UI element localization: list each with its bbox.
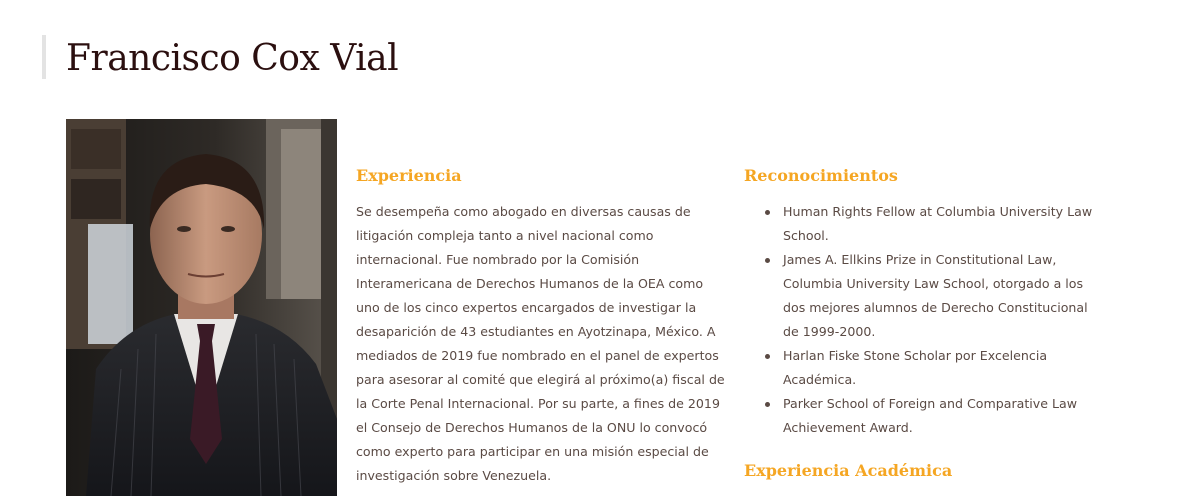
title-accent-bar <box>42 35 46 79</box>
experiencia-text: Se desempeña como abogado en diversas causas de litigación compleja tanto a nivel nacional como internacional. Fue nombrado por la Comisión Interamericana de Derechos Humanos de la OEA como uno de los cinco expertos encargados de investigar la desaparición de 43 estudiantes en Ayotzinapa, México. A mediados de 2019 fue nombrado en el panel de expertos para asesorar al comité que elegirá al próximo(a) fiscal de la Corte Penal Internacional. Por su parte, a fines de 2019 el Consejo de Derechos Humanos de la ONU lo convocó como experto para participar en una misión especial de investigación sobre Venezuela. <box>356 204 725 483</box>
page-title: Francisco Cox Vial <box>66 38 399 79</box>
reconocimientos-heading: Reconocimientos <box>744 166 898 185</box>
list-item-text: Parker School of Foreign and Comparative Law Achievement Award. <box>783 396 1078 435</box>
list-item-text: Human Rights Fellow at Columbia University Law School. <box>783 204 1093 243</box>
experiencia-academica-heading: Experiencia Académica <box>744 461 953 480</box>
list-item-text: Harlan Fiske Stone Scholar por Excelencia Académica. <box>783 348 1048 387</box>
bullet-icon <box>765 402 770 407</box>
list-item <box>744 392 1100 440</box>
list-item <box>744 200 1100 248</box>
experiencia-section <box>356 162 726 488</box>
experiencia-heading: Experiencia <box>356 166 462 185</box>
bullet-icon <box>765 258 770 263</box>
list-item-text: James A. Ellkins Prize in Constitutional Law, Columbia University Law School, otorgado a los dos mejores alumnos de Derecho Constitucional de 1999-2000. <box>783 252 1088 339</box>
bullet-icon <box>765 354 770 359</box>
list-item <box>744 344 1100 392</box>
reconocimientos-section <box>744 162 1100 440</box>
reconocimientos-list <box>744 200 1100 440</box>
list-item <box>744 248 1100 344</box>
profile-photo <box>66 119 337 496</box>
bullet-icon <box>765 210 770 215</box>
